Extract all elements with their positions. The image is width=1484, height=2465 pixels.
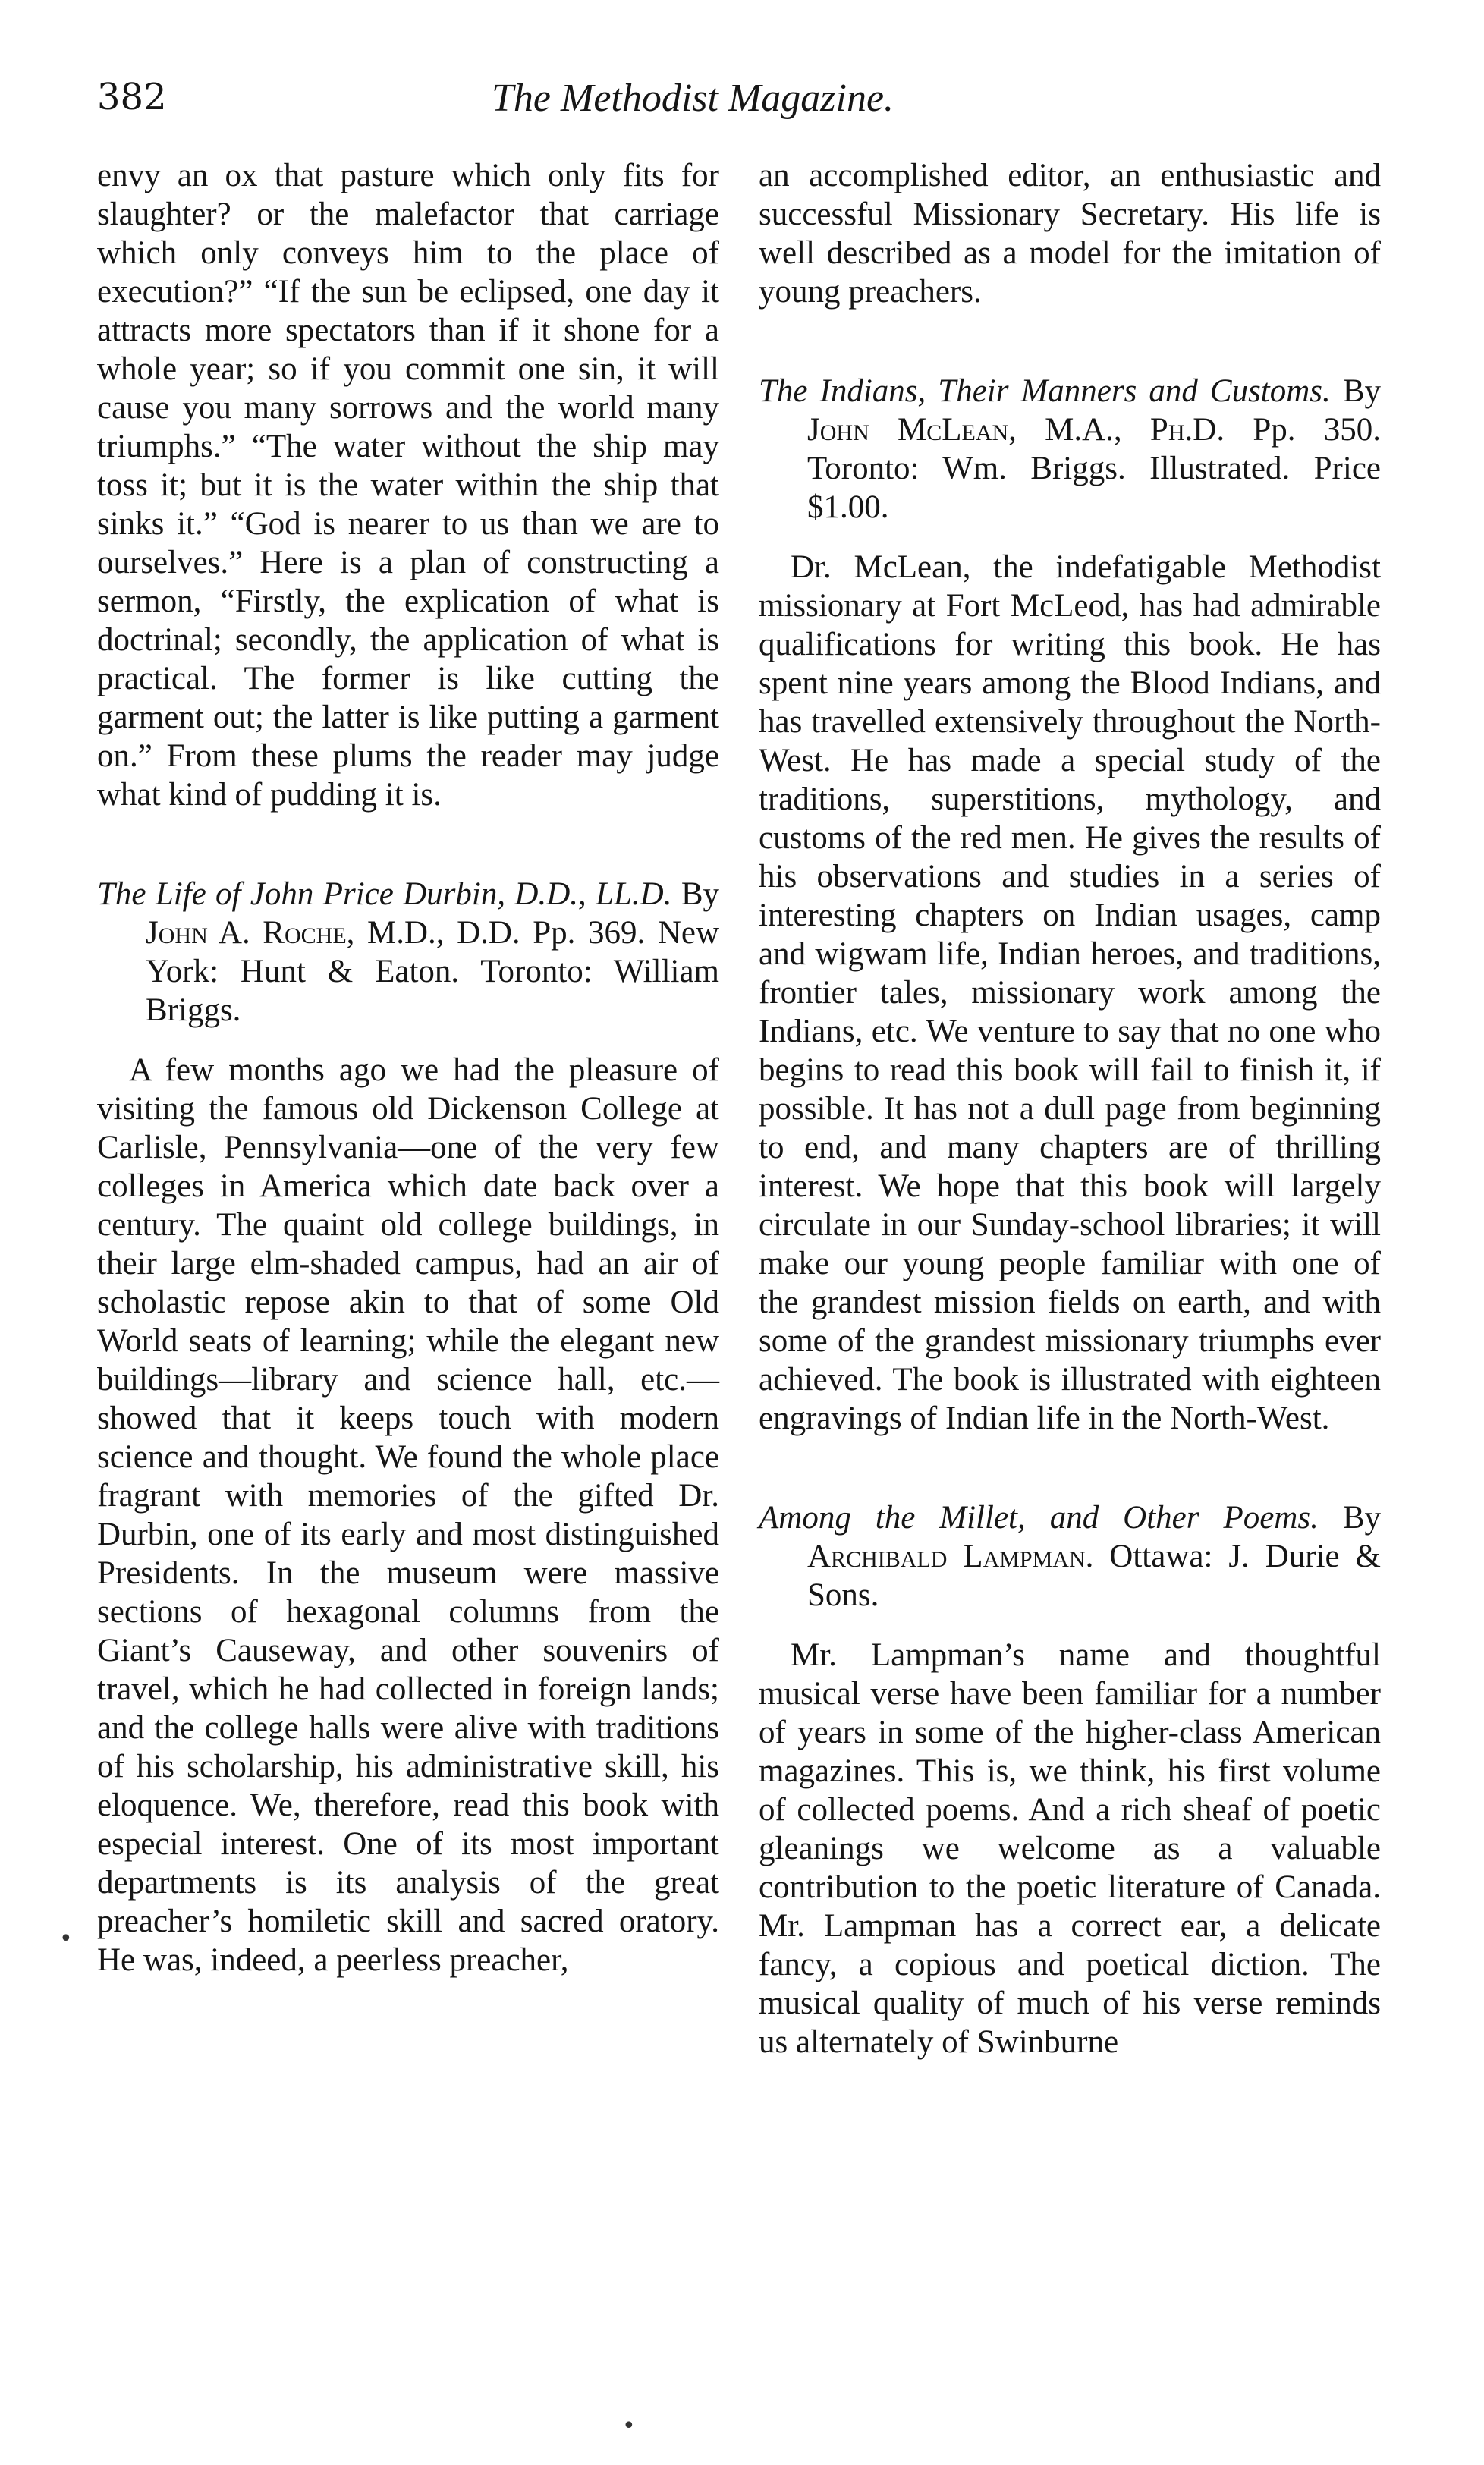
publication-details: Pp. 350. Toronto: Wm. Briggs. Illustrated. Price $1.00.	[807, 412, 1381, 525]
by-word: By	[681, 876, 719, 912]
book-author: John McLean, M.A., Ph.D.	[807, 412, 1225, 448]
book-author: John A. Roche, M.D., D.D.	[146, 915, 520, 951]
margin-dot: •	[59, 1926, 73, 1952]
review-body-durbin: A few months ago we had the pleasure of visiting the famous old Dickenson College at Carlisle, Pennsylvania—one of the very few colleges in America which date back over a century. The quaint old college buildings, in their large elm-shaded campus, had an air of scholastic repose akin to that of some Old World seats of learning; while the elegant new buildings—library and science hall, etc.—showed that it keeps touch with modern science and thought. We found the whole place fragrant with memories of the gifted Dr. Durbin, one of its early and most distinguished Presidents. In the museum were massive sections of hexagonal columns from the Giant’s Causeway, and other souvenirs of travel, which he had collected in foreign lands; and the college halls were alive with traditions of his scholarship, his administrative skill, his eloquence. We, therefore, read this book with especial interest. One of its most important departments is its analysis of the great preacher’s homiletic skill and sacred oratory. He was, indeed, a peerless preacher,	[97, 1052, 719, 1978]
review-body-millet: Mr. Lampman’s name and thoughtful musical verse have been familiar for a number of years in some of the higher-class American magazines. This is, we think, his first volume of collected poems. And a rich sheaf of poetic gleanings we welcome as a valuable contribution to the poetic literature of Canada. Mr. Lampman has a correct ear, a delicate fancy, a copious and poetical diction. The musical quality of much of his verse reminds us alternately of Swinburne	[759, 1637, 1381, 2060]
book-title: Among the Millet, and Other Poems.	[759, 1500, 1319, 1536]
running-title: The Methodist Magazine.	[492, 77, 894, 120]
review-heading-indians	[759, 372, 1381, 527]
by-word: By	[1342, 1500, 1381, 1536]
book-author: Archibald Lampman.	[807, 1539, 1094, 1574]
right-column	[759, 156, 1381, 2061]
review-heading-durbin	[97, 875, 719, 1030]
left-column	[97, 156, 719, 1979]
review-heading-millet	[759, 1498, 1381, 1615]
book-title: The Indians, Their Manners and Customs.	[759, 373, 1331, 409]
running-head	[97, 76, 1387, 137]
continuation-paragraph-right: an accomplished editor, an enthusiastic and successful Missionary Secretary. His life is well described as a model for the imitation of young preachers.	[759, 158, 1381, 310]
page-number: 382	[97, 76, 167, 118]
bottom-dot: •	[622, 2413, 636, 2439]
review-body-indians: Dr. McLean, the indefatigable Methodist missionary at Fort McLeod, has had admirable qualifications for writing this book. He has spent nine years among the Blood Indians, and has travelled extensively throughout the North-West. He has made a special study of the traditions, superstitions, mythology, and customs of the red men. He gives the results of his observations and studies in a series of interesting chapters on Indian usages, camp and wigwam life, Indian heroes, and traditions, frontier tales, missionary work among the Indians, etc. We venture to say that no one who begins to read this book will fail to finish it, if possible. It has not a dull page from beginning to end, and many chapters are of thrilling interest. We hope that this book will largely circulate in our Sunday-school libraries; it will make our young people familiar with one of the grandest mission fields on earth, and with some of the grandest missionary triumphs ever achieved. The book is illustrated with eighteen engravings of Indian life in the North-West.	[759, 549, 1381, 1436]
book-title: The Life of John Price Durbin, D.D., LL.D.	[97, 876, 672, 912]
publication-details: Pp. 369. New York: Hunt & Eaton. Toronto: William Briggs.	[146, 915, 720, 1028]
publication-details: Ottawa: J. Durie & Sons.	[807, 1539, 1381, 1613]
continuation-paragraph-left: envy an ox that pasture which only fits for slaughter? or the malefactor that carriage which only conveys him to the place of execution?” “If the sun be eclipsed, one day it attracts more spectators than if it shone for a whole year; so if you commit one sin, it will cause you many sorrows and the world many triumphs.” “The water without the ship may toss it; but it is the water within the ship that sinks it.” “God is nearer to us than we are to ourselves.” Here is a plan of constructing a sermon, “Firstly, the explication of what is doctrinal; secondly, the application of what is practical. The former is like cutting the garment out; the latter is like putting a garment on.” From these plums the reader may judge what kind of pudding it is.	[97, 158, 719, 813]
by-word: By	[1342, 373, 1382, 409]
